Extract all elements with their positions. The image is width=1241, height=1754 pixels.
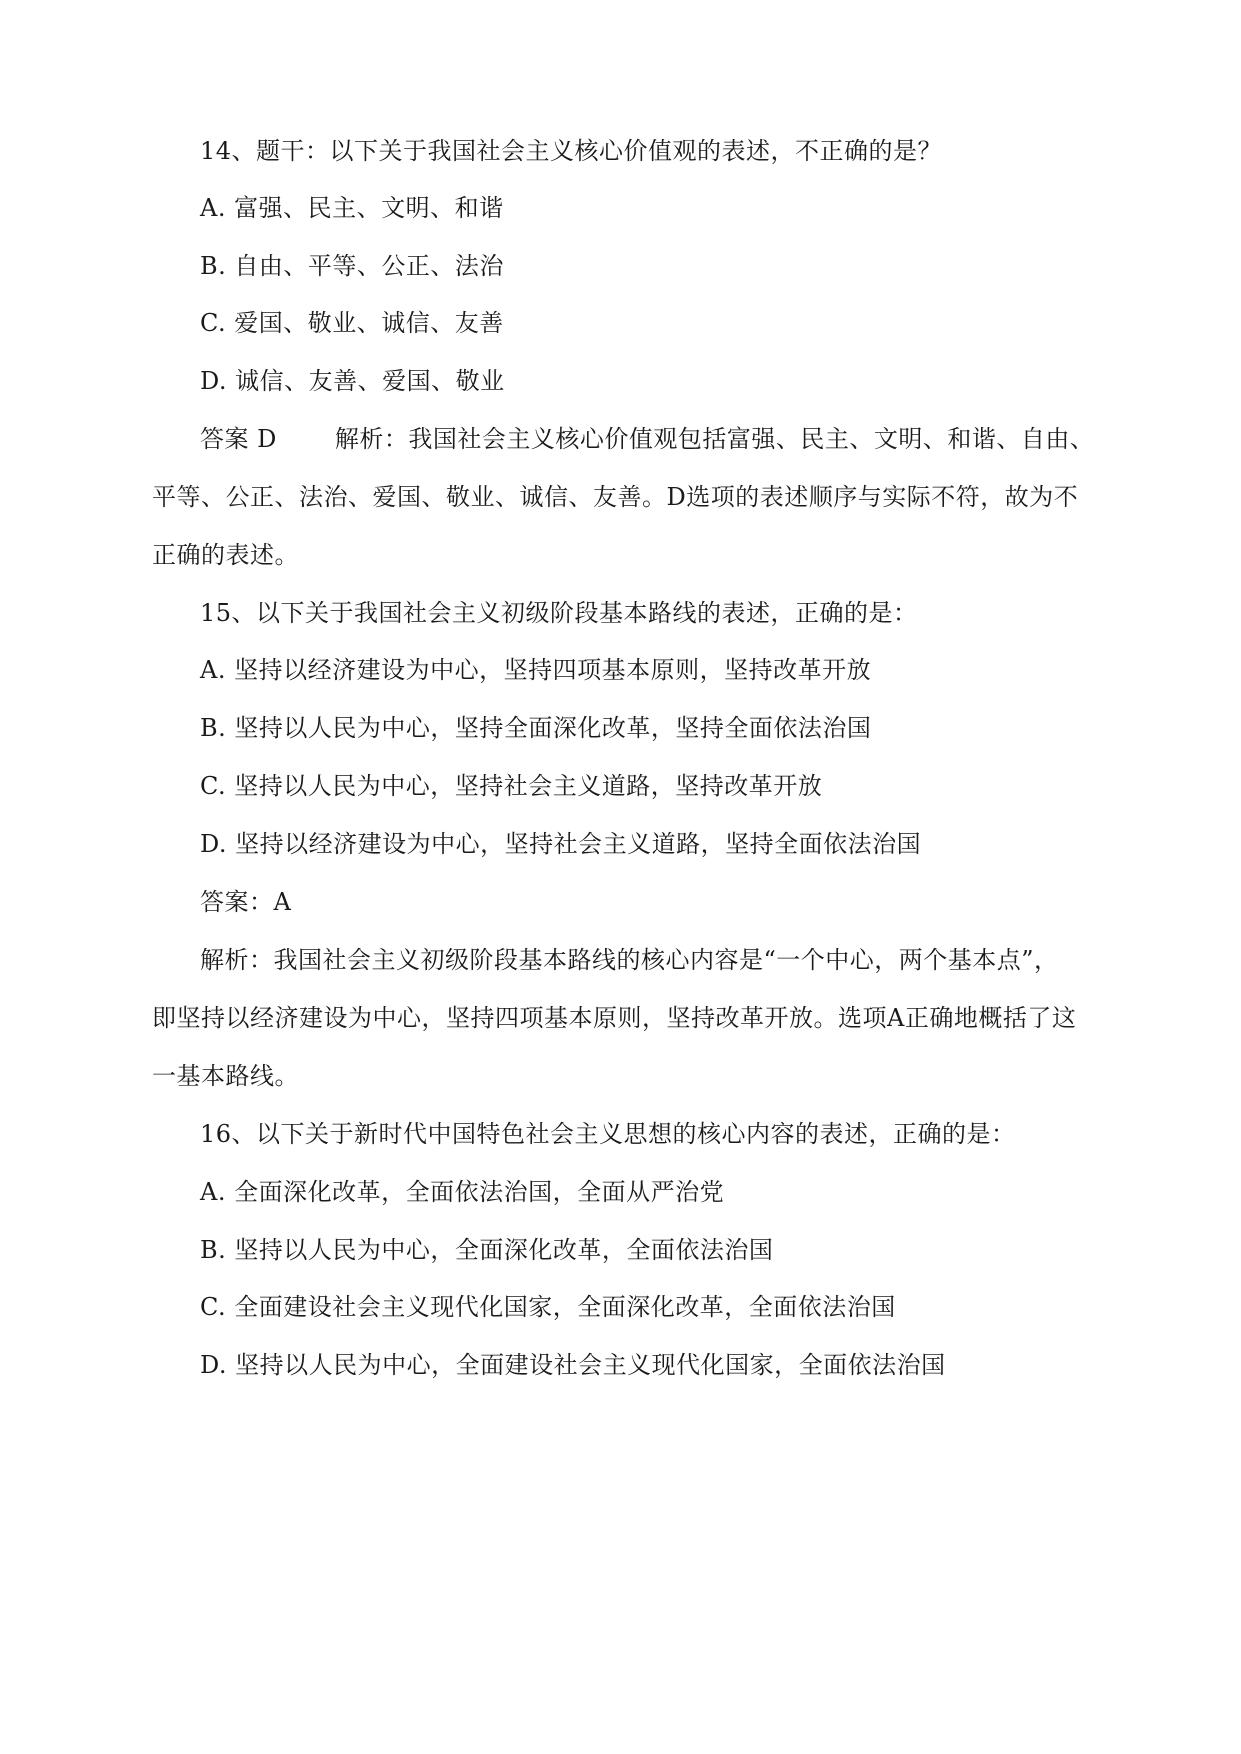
question-16-option-c: C. 全面建设社会主义现代化国家，全面深化改革，全面依法治国 bbox=[200, 1293, 896, 1321]
question-14-answer: 答案 D bbox=[200, 425, 277, 453]
question-15-explanation-line-1: 解析：我国社会主义初级阶段基本路线的核心内容是“一个中心，两个基本点”， bbox=[200, 946, 1059, 974]
question-14-option-a: A. 富强、民主、文明、和谐 bbox=[200, 194, 504, 222]
question-14-answer-row bbox=[200, 424, 1094, 454]
question-14-option-c: C. 爱国、敬业、诚信、友善 bbox=[200, 309, 504, 337]
question-14-stem: 14、题干：以下关于我国社会主义核心价值观的表述，不正确的是？ bbox=[200, 137, 943, 165]
question-15-option-a: A. 坚持以经济建设为中心，坚持四项基本原则，坚持改革开放 bbox=[200, 656, 872, 684]
question-15-option-d: D. 坚持以经济建设为中心，坚持社会主义道路，坚持全面依法治国 bbox=[200, 830, 922, 858]
question-15-option-c: C. 坚持以人民为中心，坚持社会主义道路，坚持改革开放 bbox=[200, 772, 823, 800]
question-15-stem: 15、以下关于我国社会主义初级阶段基本路线的表述，正确的是： bbox=[200, 599, 918, 627]
question-14-explanation-line-1: 解析：我国社会主义核心价值观包括富强、民主、文明、和谐、自由、 bbox=[334, 425, 1095, 453]
question-15-explanation-line-2: 即坚持以经济建设为中心，坚持四项基本原则，坚持改革开放。选项A正确地概括了这 bbox=[152, 1004, 1077, 1032]
question-16-option-b: B. 坚持以人民为中心，全面深化改革，全面依法治国 bbox=[200, 1236, 774, 1264]
question-14-explanation-line-3: 正确的表述。 bbox=[152, 541, 299, 569]
question-16-option-a: A. 全面深化改革，全面依法治国，全面从严治党 bbox=[200, 1178, 725, 1206]
question-16-option-d: D. 坚持以人民为中心，全面建设社会主义现代化国家，全面依法治国 bbox=[200, 1351, 946, 1379]
question-16-stem: 16、以下关于新时代中国特色社会主义思想的核心内容的表述，正确的是： bbox=[200, 1120, 1016, 1148]
question-14-option-d: D. 诚信、友善、爱国、敬业 bbox=[200, 367, 505, 395]
question-15-answer: 答案：A bbox=[200, 888, 292, 916]
question-15-explanation-line-3: 一基本路线。 bbox=[152, 1062, 299, 1090]
question-14-option-b: B. 自由、平等、公正、法治 bbox=[200, 252, 504, 280]
question-15-option-b: B. 坚持以人民为中心，坚持全面深化改革，坚持全面依法治国 bbox=[200, 714, 872, 742]
question-14-explanation-line-2: 平等、公正、法治、爱国、敬业、诚信、友善。D选项的表述顺序与实际不符，故为不 bbox=[152, 483, 1079, 511]
